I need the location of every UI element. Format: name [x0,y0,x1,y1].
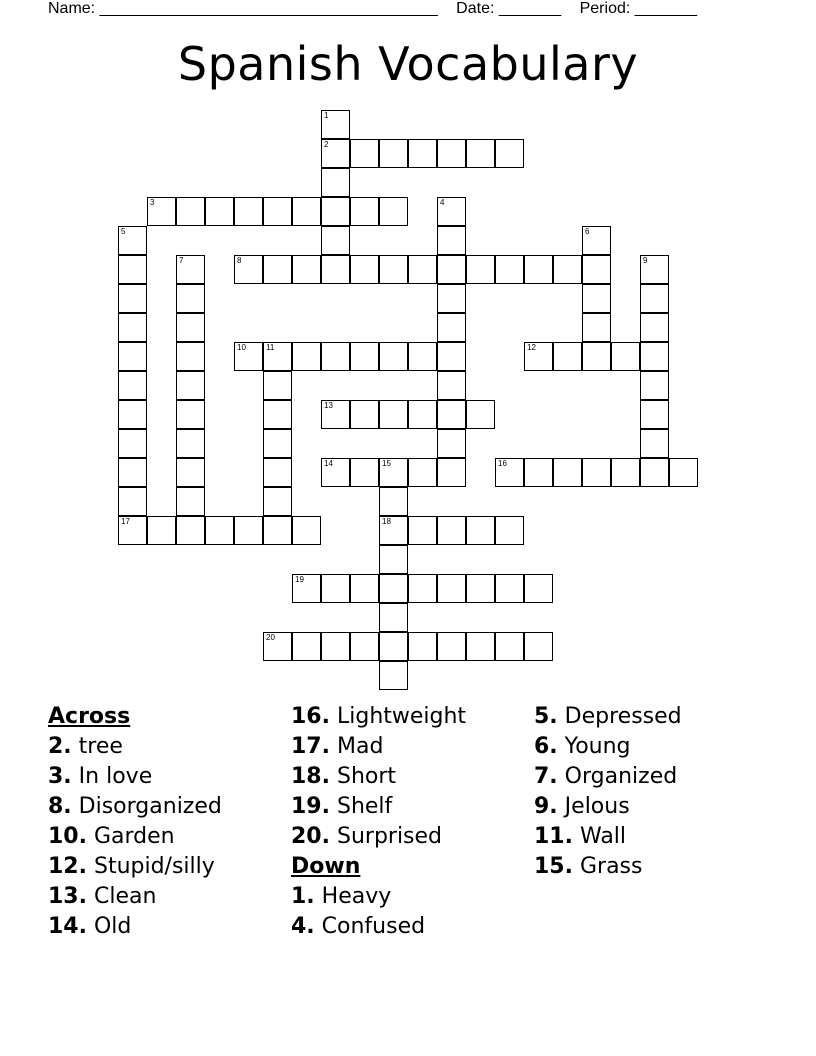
grid-cell[interactable] [408,255,437,284]
cell-number: 4 [440,198,445,207]
grid-cell[interactable] [379,255,408,284]
grid-cell[interactable] [234,255,263,284]
grid-cell[interactable] [321,197,350,226]
grid-cell[interactable] [292,255,321,284]
grid-cell[interactable] [176,458,205,487]
grid-cell[interactable] [437,458,466,487]
cell-number: 6 [585,227,590,236]
clue-column-2 [291,702,466,942]
clue-column-1 [48,702,222,942]
grid-cell[interactable] [495,516,524,545]
grid-cell[interactable] [379,342,408,371]
grid-cell[interactable] [350,458,379,487]
clue-across-12: 12. Stupid/silly [48,854,215,879]
grid-cell[interactable] [350,574,379,603]
grid-cell[interactable] [147,197,176,226]
grid-cell[interactable] [321,139,350,168]
clue-across-3: 3. In love [48,764,153,789]
grid-cell[interactable] [350,400,379,429]
cell-number: 10 [237,343,246,352]
grid-cell[interactable] [321,110,350,139]
grid-cell[interactable] [118,429,147,458]
grid-cell[interactable] [263,632,292,661]
grid-cell[interactable] [379,545,408,574]
grid-cell[interactable] [176,429,205,458]
cell-number: 12 [527,343,536,352]
grid-cell[interactable] [176,487,205,516]
grid-cell[interactable] [176,197,205,226]
grid-cell[interactable] [263,197,292,226]
grid-cell[interactable] [321,458,350,487]
grid-cell[interactable] [205,516,234,545]
grid-cell[interactable] [350,197,379,226]
across-heading: Across [48,704,131,729]
grid-cell[interactable] [640,255,669,284]
grid-cell[interactable] [321,632,350,661]
grid-cell[interactable] [495,458,524,487]
grid-cell[interactable] [118,371,147,400]
cell-number: 19 [295,575,304,584]
grid-cell[interactable] [640,342,669,371]
grid-cell[interactable] [379,603,408,632]
clue-across-19: 19. Shelf [291,794,393,819]
grid-cell[interactable] [263,516,292,545]
grid-cell[interactable] [176,400,205,429]
cell-number: 18 [382,517,391,526]
grid-cell[interactable] [379,139,408,168]
grid-cell[interactable] [408,139,437,168]
grid-cell[interactable] [437,632,466,661]
grid-cell[interactable] [379,197,408,226]
clue-down-5: 5. Depressed [534,704,682,729]
cell-number: 8 [237,256,242,265]
grid-cell[interactable] [118,255,147,284]
grid-cell[interactable] [437,197,466,226]
grid-cell[interactable] [611,342,640,371]
grid-cell[interactable] [321,400,350,429]
grid-cell[interactable] [466,255,495,284]
grid-cell[interactable] [640,429,669,458]
cell-number: 9 [643,256,648,265]
cell-number: 15 [382,459,391,468]
grid-cell[interactable] [437,516,466,545]
grid-cell[interactable] [176,284,205,313]
grid-cell[interactable] [292,197,321,226]
grid-cell[interactable] [582,458,611,487]
grid-cell[interactable] [350,342,379,371]
grid-cell[interactable] [118,487,147,516]
grid-cell[interactable] [669,458,698,487]
grid-cell[interactable] [582,313,611,342]
grid-cell[interactable] [292,342,321,371]
clue-across-13: 13. Clean [48,884,157,909]
grid-cell[interactable] [495,632,524,661]
grid-cell[interactable] [640,400,669,429]
grid-cell[interactable] [524,458,553,487]
grid-cell[interactable] [582,226,611,255]
clue-down-1: 1. Heavy [291,884,392,909]
clue-across-17: 17. Mad [291,734,384,759]
grid-cell[interactable] [524,342,553,371]
cell-number: 17 [121,517,130,526]
grid-cell[interactable] [408,400,437,429]
down-heading: Down [291,854,361,879]
grid-cell[interactable] [524,255,553,284]
grid-cell[interactable] [379,661,408,690]
grid-cell[interactable] [263,400,292,429]
grid-cell[interactable] [263,458,292,487]
grid-cell[interactable] [437,284,466,313]
clue-across-2: 2. tree [48,734,123,759]
grid-cell[interactable] [582,255,611,284]
clue-across-18: 18. Short [291,764,397,789]
period-field-label[interactable]: Period: _______ [579,0,698,17]
grid-cell[interactable] [437,429,466,458]
grid-cell[interactable] [379,487,408,516]
grid-cell[interactable] [495,574,524,603]
grid-cell[interactable] [466,574,495,603]
grid-cell[interactable] [437,255,466,284]
clue-across-14: 14. Old [48,914,132,939]
grid-cell[interactable] [640,371,669,400]
grid-cell[interactable] [321,342,350,371]
clue-across-10: 10. Garden [48,824,175,849]
grid-cell[interactable] [379,400,408,429]
grid-cell[interactable] [263,429,292,458]
clue-column-3 [534,702,682,882]
grid-cell[interactable] [350,255,379,284]
clue-across-8: 8. Disorganized [48,794,222,819]
cell-number: 2 [324,140,329,149]
page-title: Spanish Vocabulary [177,37,639,91]
clue-down-6: 6. Young [534,734,631,759]
grid-cell[interactable] [118,516,147,545]
grid-cell[interactable] [495,255,524,284]
grid-cell[interactable] [147,516,176,545]
grid-cell[interactable] [466,400,495,429]
grid-cell[interactable] [466,632,495,661]
grid-cell[interactable] [379,632,408,661]
grid-cell[interactable] [263,487,292,516]
grid-cell[interactable] [118,284,147,313]
grid-cell[interactable] [466,516,495,545]
grid-cell[interactable] [553,342,582,371]
grid-cell[interactable] [408,516,437,545]
grid-cell[interactable] [234,197,263,226]
grid-cell[interactable] [437,342,466,371]
grid-cell[interactable] [379,458,408,487]
cell-number: 7 [179,256,184,265]
grid-cell[interactable] [234,342,263,371]
grid-cell[interactable] [379,574,408,603]
grid-cell[interactable] [524,574,553,603]
grid-cell[interactable] [350,139,379,168]
grid-cell[interactable] [640,313,669,342]
grid-cell[interactable] [408,342,437,371]
grid-cell[interactable] [118,226,147,255]
grid-cell[interactable] [524,632,553,661]
clue-down-4: 4. Confused [291,914,426,939]
grid-cell[interactable] [118,458,147,487]
grid-cell[interactable] [437,371,466,400]
grid-cell[interactable] [118,400,147,429]
grid-cell[interactable] [437,400,466,429]
grid-cell[interactable] [553,458,582,487]
grid-cell[interactable] [640,458,669,487]
grid-cell[interactable] [379,516,408,545]
cell-number: 3 [150,198,155,207]
grid-cell[interactable] [205,197,234,226]
grid-cell[interactable] [408,458,437,487]
grid-cell[interactable] [118,313,147,342]
cell-number: 16 [498,459,507,468]
grid-cell[interactable] [263,371,292,400]
cell-number: 11 [266,343,275,352]
date-field-label[interactable]: Date: _______ [456,0,562,17]
clue-across-16: 16. Lightweight [291,704,467,729]
clue-down-11: 11. Wall [534,824,627,849]
grid-cell[interactable] [553,255,582,284]
grid-cell[interactable] [321,226,350,255]
grid-cell[interactable] [176,371,205,400]
grid-cell[interactable] [466,139,495,168]
cell-number: 5 [121,227,126,236]
grid-cell[interactable] [582,342,611,371]
clue-down-15: 15. Grass [534,854,643,879]
cell-number: 20 [266,633,275,642]
grid-cell[interactable] [263,255,292,284]
grid-cell[interactable] [321,168,350,197]
grid-cell[interactable] [408,632,437,661]
grid-cell[interactable] [292,632,321,661]
grid-cell[interactable] [292,574,321,603]
cell-number: 14 [324,459,333,468]
grid-cell[interactable] [263,342,292,371]
grid-cell[interactable] [176,313,205,342]
grid-cell[interactable] [321,574,350,603]
grid-cell[interactable] [176,342,205,371]
grid-cell[interactable] [176,516,205,545]
grid-cell[interactable] [437,574,466,603]
grid-cell[interactable] [437,226,466,255]
grid-cell[interactable] [495,139,524,168]
grid-cell[interactable] [437,313,466,342]
clue-across-20: 20. Surprised [291,824,443,849]
grid-cell[interactable] [292,516,321,545]
grid-cell[interactable] [350,632,379,661]
grid-cell[interactable] [408,574,437,603]
clue-down-7: 7. Organized [534,764,678,789]
grid-cell[interactable] [640,284,669,313]
name-field-label[interactable]: Name: ______________________________________ [48,0,438,17]
grid-cell[interactable] [582,284,611,313]
clue-down-9: 9. Jelous [534,794,630,819]
cell-number: 13 [324,401,333,410]
grid-cell[interactable] [234,516,263,545]
grid-cell[interactable] [611,458,640,487]
grid-cell[interactable] [321,255,350,284]
cell-number: 1 [324,111,329,120]
grid-cell[interactable] [118,342,147,371]
grid-cell[interactable] [176,255,205,284]
grid-cell[interactable] [437,139,466,168]
